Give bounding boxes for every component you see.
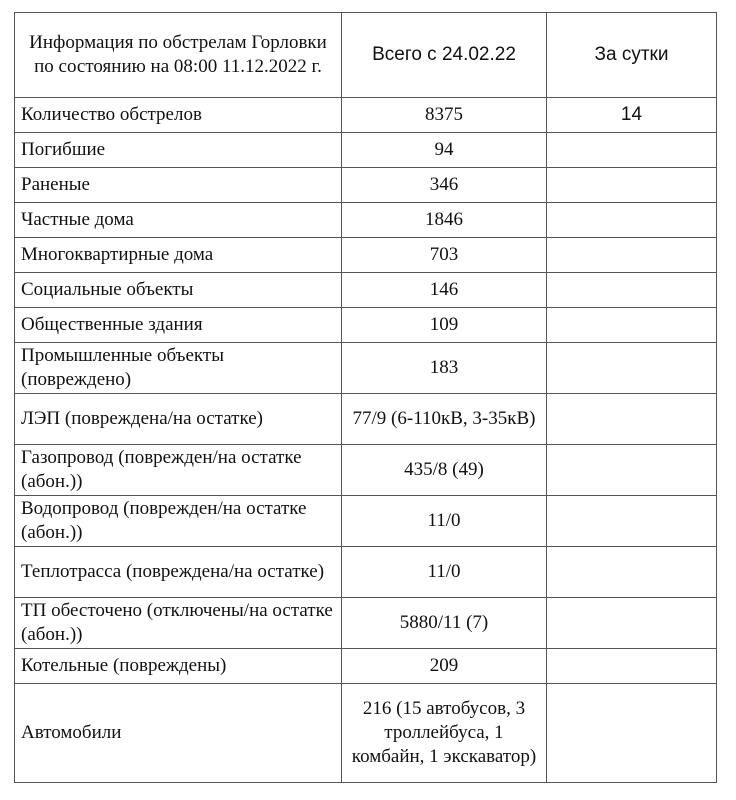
row-total: 183	[342, 343, 547, 394]
row-label: Теплотрасса (повреждена/на остатке)	[15, 547, 342, 598]
row-total: 1846	[342, 203, 547, 238]
row-label: Общественные здания	[15, 308, 342, 343]
row-total: 216 (15 автобусов, 3 троллейбуса, 1 комбайн, 1 экскаватор)	[342, 684, 547, 783]
table-row	[15, 445, 717, 496]
row-day	[547, 133, 717, 168]
row-total: 5880/11 (7)	[342, 598, 547, 649]
table-row	[15, 496, 717, 547]
row-label: Раненые	[15, 168, 342, 203]
table-row	[15, 547, 717, 598]
row-label: Многоквартирные дома	[15, 238, 342, 273]
row-day	[547, 394, 717, 445]
row-label: Социальные объекты	[15, 273, 342, 308]
row-day	[547, 684, 717, 783]
row-total: 209	[342, 649, 547, 684]
row-day	[547, 308, 717, 343]
row-total: 11/0	[342, 496, 547, 547]
row-total: 11/0	[342, 547, 547, 598]
row-total: 703	[342, 238, 547, 273]
row-label: Промышленные объекты (повреждено)	[15, 343, 342, 394]
row-label: ЛЭП (повреждена/на остатке)	[15, 394, 342, 445]
row-day	[547, 598, 717, 649]
row-day	[547, 168, 717, 203]
row-label: Газопровод (поврежден/на остатке (абон.))	[15, 445, 342, 496]
row-label: ТП обесточено (отключены/на остатке (абон.))	[15, 598, 342, 649]
row-total: 146	[342, 273, 547, 308]
row-label: Котельные (повреждены)	[15, 649, 342, 684]
row-label: Погибшие	[15, 133, 342, 168]
row-day	[547, 343, 717, 394]
table-row	[15, 273, 717, 308]
table-row	[15, 684, 717, 783]
row-day	[547, 649, 717, 684]
row-total: 435/8 (49)	[342, 445, 547, 496]
table-row	[15, 238, 717, 273]
table-row	[15, 98, 717, 133]
row-label: Частные дома	[15, 203, 342, 238]
table-row	[15, 133, 717, 168]
row-label: Количество обстрелов	[15, 98, 342, 133]
row-label: Автомобили	[15, 684, 342, 783]
table-header-row	[15, 13, 717, 98]
table-row	[15, 343, 717, 394]
row-total: 8375	[342, 98, 547, 133]
row-day	[547, 273, 717, 308]
table-row	[15, 308, 717, 343]
row-day	[547, 547, 717, 598]
row-total: 94	[342, 133, 547, 168]
table-row	[15, 394, 717, 445]
row-total: 109	[342, 308, 547, 343]
row-day: 14	[547, 98, 717, 133]
table-row	[15, 598, 717, 649]
row-day	[547, 238, 717, 273]
header-info-cell: Информация по обстрелам Горловки по состоянию на 08:00 11.12.2022 г.	[15, 13, 342, 98]
row-day	[547, 203, 717, 238]
row-total: 346	[342, 168, 547, 203]
row-day	[547, 445, 717, 496]
table-row	[15, 168, 717, 203]
header-total-cell: Всего с 24.02.22	[342, 13, 547, 98]
header-day-cell: За сутки	[547, 13, 717, 98]
shelling-stats-table	[14, 12, 717, 783]
row-label: Водопровод (поврежден/на остатке (абон.))	[15, 496, 342, 547]
table-row	[15, 203, 717, 238]
table-row	[15, 649, 717, 684]
row-day	[547, 496, 717, 547]
row-total: 77/9 (6-110кВ, 3-35кВ)	[342, 394, 547, 445]
